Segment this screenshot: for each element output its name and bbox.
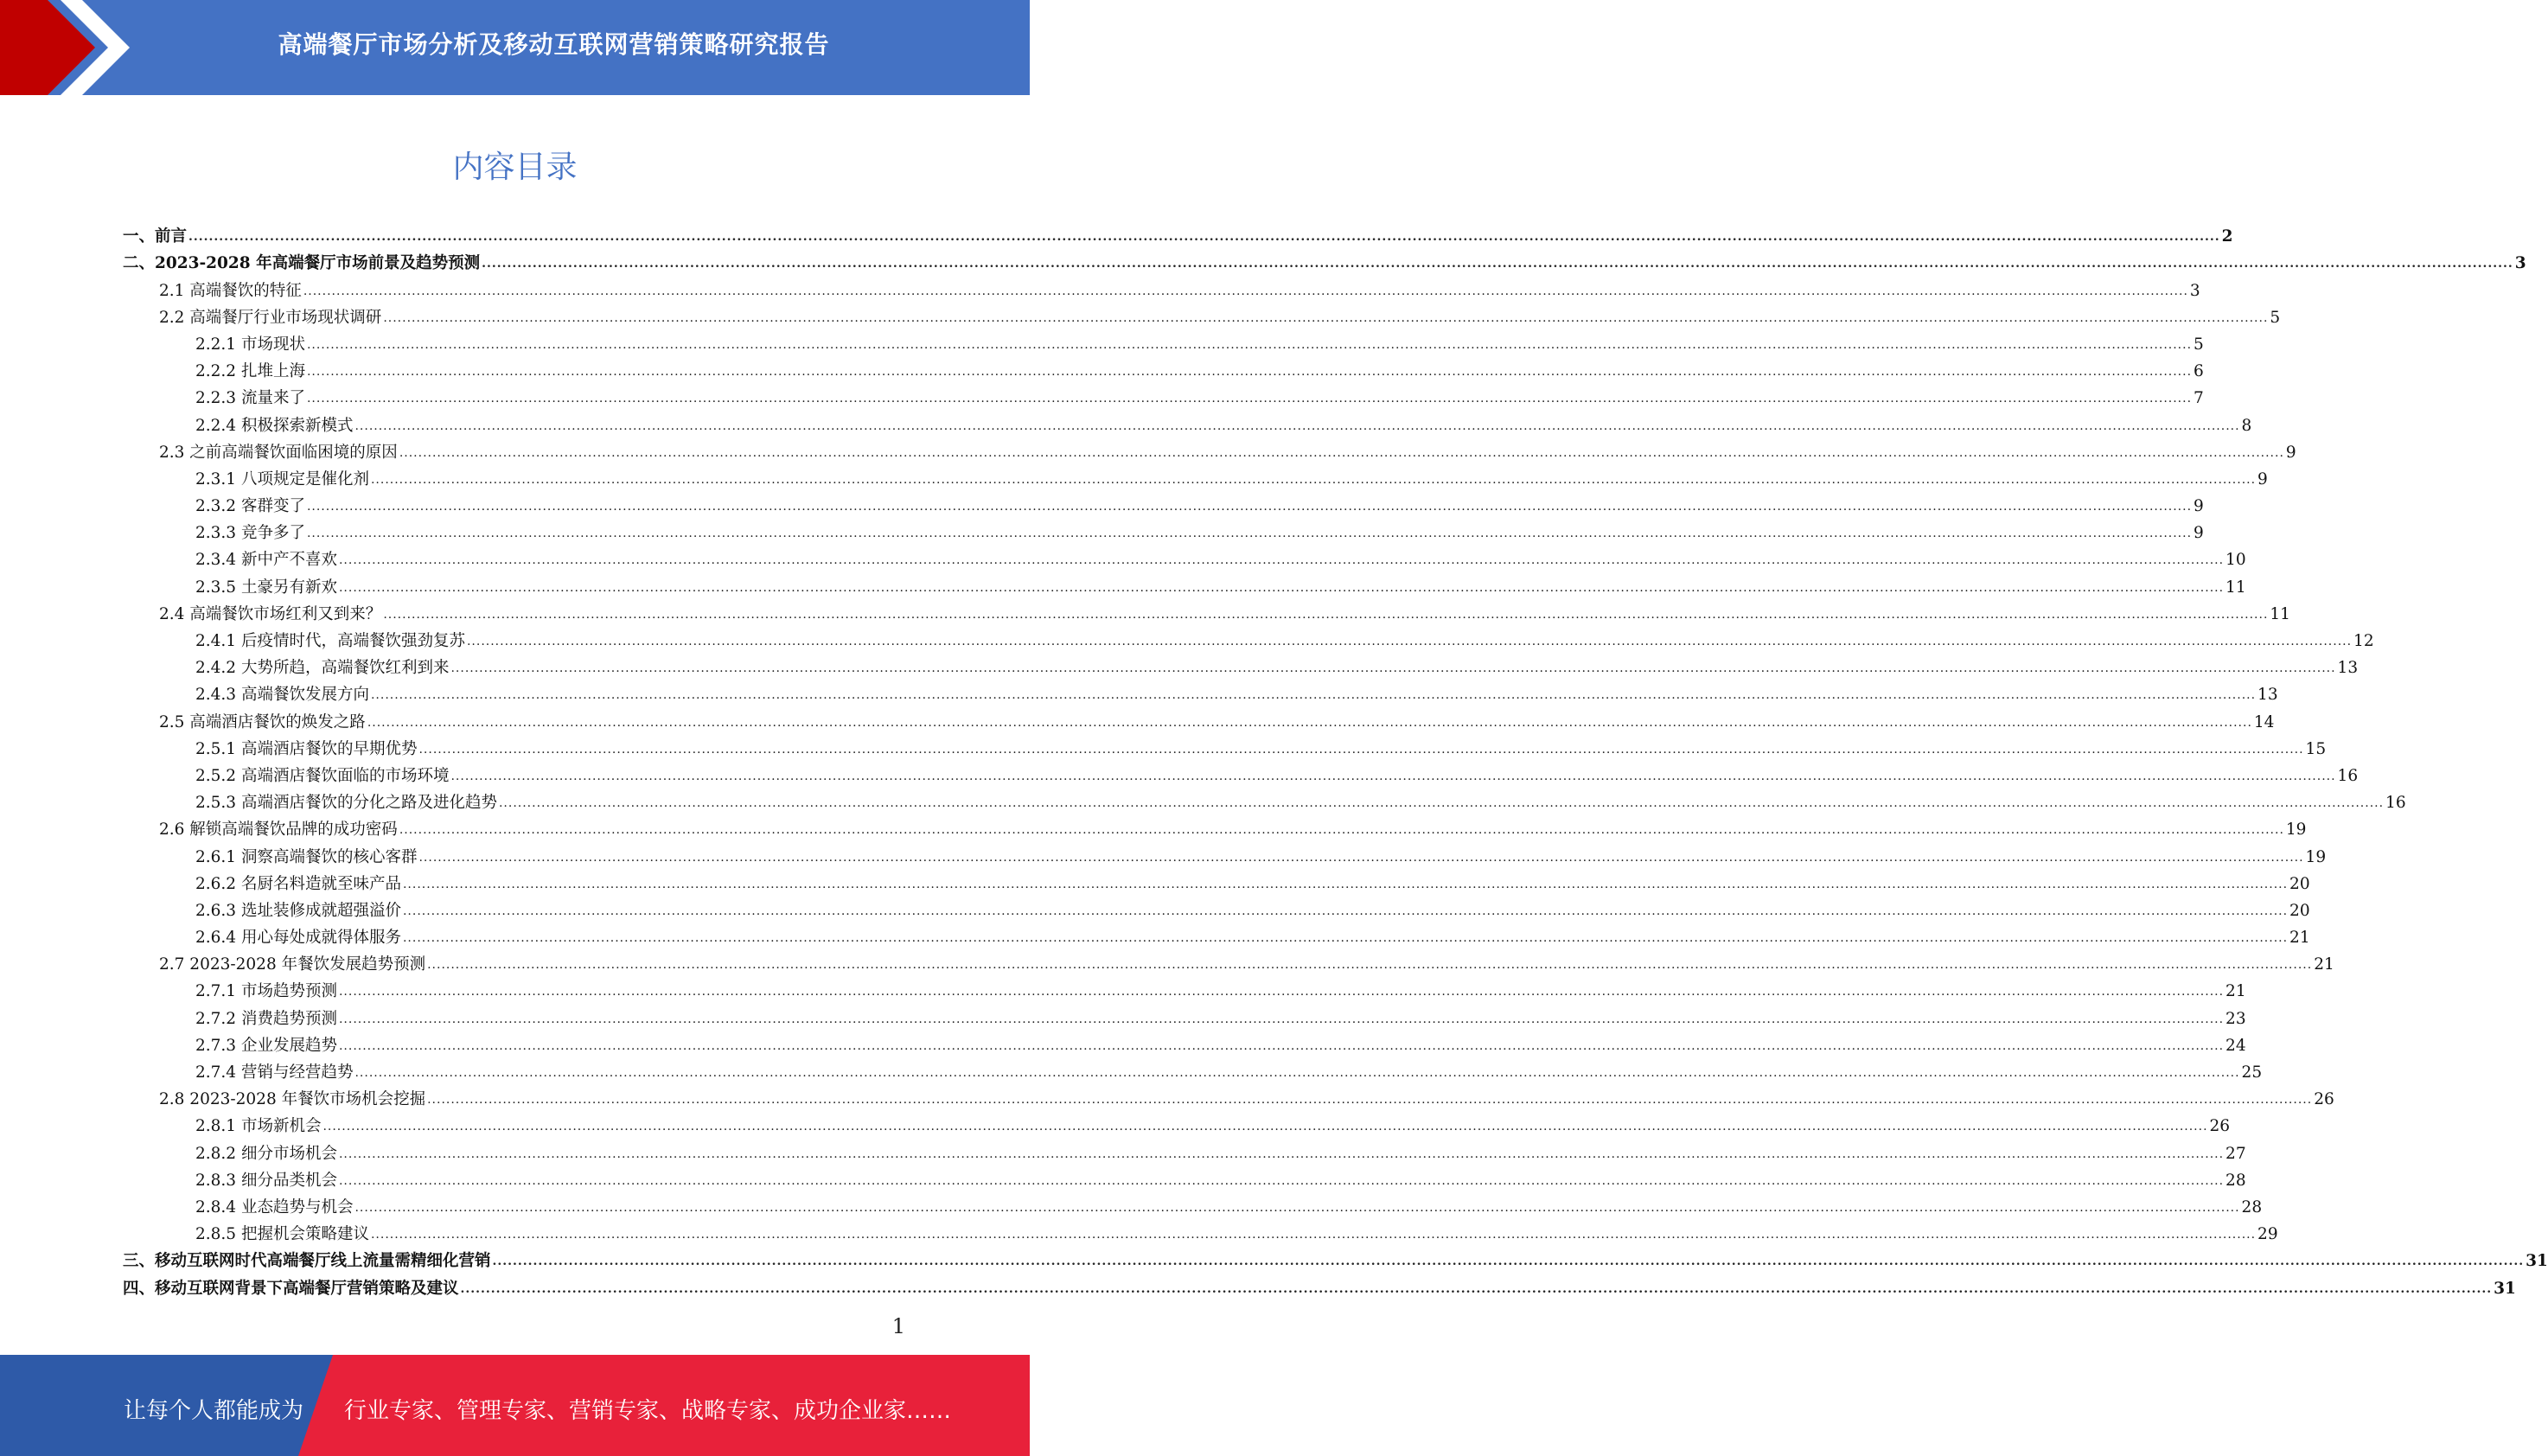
toc-entry-page: 21 bbox=[2226, 982, 2246, 1001]
toc-entry-label: 2.5.3 高端酒店餐饮的分化之路及进化趋势 bbox=[195, 794, 497, 813]
toc-entry-page: 6 bbox=[2194, 362, 2204, 381]
toc-entry-label: 2.3.5 土豪另有新欢 bbox=[195, 578, 337, 597]
toc-entry[interactable] bbox=[123, 1136, 2246, 1163]
toc-entry-label: 2.3.4 新中产不喜欢 bbox=[195, 551, 337, 570]
toc-entry-page: 11 bbox=[2270, 604, 2290, 623]
toc-entry-page: 14 bbox=[2253, 712, 2275, 731]
toc-leader-dots: ................................................................................................................................................................................................................................................................................................................................................................................................................ bbox=[338, 1038, 2225, 1053]
toc-entry[interactable] bbox=[123, 840, 2327, 866]
toc-entry[interactable] bbox=[123, 246, 2526, 273]
toc-entry-label: 2.6.2 名厨名料造就至味产品 bbox=[195, 874, 401, 893]
toc-leader-dots: ................................................................................................................................................................................................................................................................................................................................................................................................................ bbox=[303, 284, 2188, 298]
toc-entry-page: 19 bbox=[2285, 821, 2307, 840]
toc-entry-page: 16 bbox=[2337, 766, 2359, 785]
toc-leader-dots: ................................................................................................................................................................................................................................................................................................................................................................................................................ bbox=[383, 310, 2269, 325]
toc-entry-page: 3 bbox=[2514, 254, 2526, 273]
toc-entry-page: 21 bbox=[2314, 955, 2334, 974]
toc-entry[interactable] bbox=[123, 651, 2359, 678]
toc-entry-label: 2.4.3 高端餐饮发展方向 bbox=[195, 686, 369, 705]
toc-entry-label: 2.8.1 市场新机会 bbox=[195, 1117, 322, 1136]
page-header bbox=[0, 0, 1030, 95]
header-title: 高端餐厅市场分析及移动互联网营销策略研究报告 bbox=[278, 30, 830, 59]
toc-leader-dots: ................................................................................................................................................................................................................................................................................................................................................................................................................ bbox=[370, 688, 2257, 703]
toc-entry-page: 9 bbox=[2194, 524, 2204, 543]
toc-leader-dots: ................................................................................................................................................................................................................................................................................................................................................................................................................ bbox=[306, 527, 2193, 541]
toc-entry-label: 2.5.2 高端酒店餐饮面临的市场环境 bbox=[195, 766, 450, 785]
toc-entry[interactable] bbox=[123, 463, 2268, 489]
toc-entry-page: 23 bbox=[2226, 1009, 2246, 1028]
toc-entry-page: 13 bbox=[2337, 659, 2359, 678]
toc-entry-label: 一、前言 bbox=[123, 227, 188, 246]
toc-entry-label: 2.3.3 竞争多了 bbox=[195, 524, 305, 543]
toc-entry-page: 3 bbox=[2189, 281, 2200, 300]
toc-entry[interactable] bbox=[123, 516, 2204, 543]
toc-leader-dots: ................................................................................................................................................................................................................................................................................................................................................................................................................ bbox=[460, 1281, 2493, 1296]
toc-entry-label: 2.2.1 市场现状 bbox=[195, 335, 305, 354]
toc-entry-label: 2.7 2023-2028 年餐饮发展趋势预测 bbox=[159, 955, 426, 974]
toc-entry[interactable] bbox=[123, 354, 2204, 381]
toc-entry[interactable] bbox=[123, 921, 2310, 948]
toc-entry[interactable] bbox=[123, 867, 2310, 894]
toc-entry-label: 2.5.1 高端酒店餐饮的早期优势 bbox=[195, 739, 418, 758]
toc-entry-label: 2.4.2 大势所趋，高端餐饮红利到来 bbox=[195, 659, 450, 678]
toc-entry-page: 28 bbox=[2226, 1171, 2246, 1190]
toc-leader-dots: ................................................................................................................................................................................................................................................................................................................................................................................................................ bbox=[399, 823, 2284, 838]
toc-entry-page: 19 bbox=[2305, 847, 2327, 866]
toc-entry-page: 28 bbox=[2241, 1197, 2263, 1217]
toc-entry[interactable] bbox=[123, 813, 2307, 840]
toc-entry-label: 2.7.1 市场趋势预测 bbox=[195, 982, 337, 1001]
toc-entry[interactable] bbox=[123, 894, 2310, 921]
toc-leader-dots: ................................................................................................................................................................................................................................................................................................................................................................................................................ bbox=[322, 1120, 2208, 1134]
toc-entry-label: 2.8.2 细分市场机会 bbox=[195, 1144, 337, 1163]
toc-leader-dots: ................................................................................................................................................................................................................................................................................................................................................................................................................ bbox=[383, 607, 2269, 622]
toc-leader-dots: ................................................................................................................................................................................................................................................................................................................................................................................................................ bbox=[427, 1093, 2313, 1108]
toc-entry-page: 27 bbox=[2226, 1144, 2246, 1163]
toc-entry-label: 2.4 高端餐饮市场红利又到来？ bbox=[159, 604, 382, 623]
table-of-contents bbox=[123, 220, 2548, 1299]
toc-leader-dots: ................................................................................................................................................................................................................................................................................................................................................................................................................ bbox=[427, 958, 2313, 973]
toc-entry-label: 2.5 高端酒店餐饮的焕发之路 bbox=[159, 712, 366, 731]
toc-title: 内容目录 bbox=[452, 150, 578, 185]
toc-leader-dots: ................................................................................................................................................................................................................................................................................................................................................................................................................ bbox=[338, 1012, 2225, 1026]
toc-leader-dots: ................................................................................................................................................................................................................................................................................................................................................................................................................ bbox=[450, 769, 2336, 783]
footer-slogan-right: 行业专家、管理专家、营销专家、战略专家、成功企业家…… bbox=[344, 1398, 952, 1424]
toc-leader-dots: ................................................................................................................................................................................................................................................................................................................................................................................................................ bbox=[367, 715, 2252, 730]
toc-leader-dots: ................................................................................................................................................................................................................................................................................................................................................................................................................ bbox=[354, 418, 2240, 433]
toc-entry-label: 2.3.2 客群变了 bbox=[195, 497, 305, 516]
toc-leader-dots: ................................................................................................................................................................................................................................................................................................................................................................................................................ bbox=[188, 230, 2220, 245]
toc-entry-label: 2.7.2 消费趋势预测 bbox=[195, 1009, 337, 1028]
toc-leader-dots: ................................................................................................................................................................................................................................................................................................................................................................................................................ bbox=[338, 985, 2225, 999]
toc-entry-label: 三、移动互联网时代高端餐厅线上流量需精细化营销 bbox=[123, 1252, 491, 1271]
toc-leader-dots: ................................................................................................................................................................................................................................................................................................................................................................................................................ bbox=[306, 337, 2193, 352]
toc-entry-label: 四、移动互联网背景下高端餐厅营销策略及建议 bbox=[123, 1279, 459, 1298]
footer-slogan-left: 让每个人都能成为 bbox=[124, 1398, 304, 1424]
toc-entry-label: 2.6.4 用心每处成就得体服务 bbox=[195, 929, 401, 948]
toc-entry[interactable] bbox=[123, 678, 2278, 705]
toc-entry[interactable] bbox=[123, 786, 2406, 813]
toc-entry-page: 16 bbox=[2385, 794, 2406, 813]
toc-entry-page: 9 bbox=[2257, 469, 2268, 489]
page-number: 1 bbox=[891, 1314, 905, 1338]
toc-entry-page: 25 bbox=[2241, 1063, 2263, 1082]
toc-entry-page: 9 bbox=[2194, 497, 2204, 516]
toc-entry-page: 12 bbox=[2353, 632, 2374, 650]
toc-leader-dots: ................................................................................................................................................................................................................................................................................................................................................................................................................ bbox=[399, 445, 2284, 460]
toc-entry[interactable] bbox=[123, 1164, 2246, 1191]
toc-leader-dots: ................................................................................................................................................................................................................................................................................................................................................................................................................ bbox=[338, 1173, 2225, 1188]
toc-entry-page: 31 bbox=[2494, 1279, 2516, 1298]
toc-leader-dots: ................................................................................................................................................................................................................................................................................................................................................................................................................ bbox=[370, 1228, 2257, 1242]
toc-entry[interactable] bbox=[123, 328, 2204, 354]
toc-entry-page: 11 bbox=[2226, 578, 2246, 597]
toc-entry-label: 2.3.1 八项规定是催化剂 bbox=[195, 469, 369, 489]
toc-entry-page: 31 bbox=[2526, 1252, 2548, 1271]
toc-leader-dots: ................................................................................................................................................................................................................................................................................................................................................................................................................ bbox=[354, 1200, 2240, 1215]
toc-entry-page: 15 bbox=[2305, 739, 2327, 758]
toc-entry-label: 2.1 高端餐饮的特征 bbox=[159, 281, 302, 300]
toc-entry-page: 29 bbox=[2257, 1225, 2278, 1244]
toc-leader-dots: ................................................................................................................................................................................................................................................................................................................................................................................................................ bbox=[418, 850, 2304, 865]
toc-entry[interactable] bbox=[123, 624, 2374, 651]
toc-entry[interactable] bbox=[123, 1056, 2263, 1082]
toc-entry[interactable] bbox=[123, 570, 2246, 597]
toc-entry[interactable] bbox=[123, 543, 2246, 570]
toc-entry-label: 2.2.3 流量来了 bbox=[195, 389, 305, 408]
toc-entry-label: 2.2 高端餐厅行业市场现状调研 bbox=[159, 308, 382, 327]
toc-entry[interactable] bbox=[123, 705, 2275, 731]
toc-entry-label: 二、2023-2028 年高端餐厅市场前景及趋势预测 bbox=[123, 254, 481, 273]
toc-entry-label: 2.7.3 企业发展趋势 bbox=[195, 1036, 337, 1055]
toc-leader-dots: ................................................................................................................................................................................................................................................................................................................................................................................................................ bbox=[338, 553, 2225, 568]
toc-entry-label: 2.8.4 业态趋势与机会 bbox=[195, 1197, 354, 1217]
toc-entry[interactable] bbox=[123, 381, 2204, 408]
toc-entry[interactable] bbox=[123, 436, 2296, 463]
toc-entry-label: 2.6.1 洞察高端餐饮的核心客群 bbox=[195, 847, 418, 866]
toc-entry-label: 2.8.3 细分品类机会 bbox=[195, 1171, 337, 1190]
toc-leader-dots: ................................................................................................................................................................................................................................................................................................................................................................................................................ bbox=[354, 1066, 2240, 1080]
toc-leader-dots: ................................................................................................................................................................................................................................................................................................................................................................................................................ bbox=[306, 500, 2193, 514]
toc-entry[interactable] bbox=[123, 220, 2233, 246]
toc-entry[interactable] bbox=[123, 1029, 2246, 1056]
toc-entry[interactable] bbox=[123, 489, 2204, 516]
toc-entry-page: 13 bbox=[2257, 686, 2278, 705]
toc-entry-page: 10 bbox=[2226, 551, 2246, 570]
toc-entry[interactable] bbox=[123, 301, 2281, 328]
toc-entry[interactable] bbox=[123, 1191, 2263, 1217]
toc-entry-label: 2.8 2023-2028 年餐饮市场机会挖掘 bbox=[159, 1090, 426, 1109]
toc-entry-label: 2.2.2 扎堆上海 bbox=[195, 362, 305, 381]
toc-entry[interactable] bbox=[123, 597, 2290, 624]
toc-entry[interactable] bbox=[123, 1244, 2548, 1271]
page-footer bbox=[0, 1355, 1030, 1456]
toc-entry[interactable] bbox=[123, 1109, 2231, 1136]
toc-entry-page: 20 bbox=[2289, 874, 2310, 893]
toc-leader-dots: ................................................................................................................................................................................................................................................................................................................................................................................................................ bbox=[402, 877, 2289, 891]
toc-entry[interactable] bbox=[123, 732, 2327, 759]
toc-leader-dots: ................................................................................................................................................................................................................................................................................................................................................................................................................ bbox=[402, 931, 2289, 946]
toc-leader-dots: ................................................................................................................................................................................................................................................................................................................................................................................................................ bbox=[306, 392, 2193, 406]
toc-entry[interactable] bbox=[123, 1271, 2516, 1298]
toc-entry-label: 2.7.4 营销与经营趋势 bbox=[195, 1063, 354, 1082]
toc-entry[interactable] bbox=[123, 1217, 2278, 1244]
toc-entry-page: 24 bbox=[2226, 1036, 2246, 1055]
toc-entry[interactable] bbox=[123, 408, 2252, 435]
toc-entry-page: 9 bbox=[2285, 443, 2296, 462]
toc-leader-dots: ................................................................................................................................................................................................................................................................................................................................................................................................................ bbox=[492, 1255, 2525, 1269]
toc-entry-label: 2.4.1 后疫情时代，高端餐饮强劲复苏 bbox=[195, 632, 465, 650]
toc-entry[interactable] bbox=[123, 1001, 2246, 1028]
toc-entry[interactable] bbox=[123, 974, 2246, 1001]
toc-entry[interactable] bbox=[123, 273, 2200, 300]
toc-entry-label: 2.6.3 选址装修成就超强溢价 bbox=[195, 901, 401, 920]
toc-entry-page: 5 bbox=[2194, 335, 2204, 354]
toc-entry-page: 8 bbox=[2241, 416, 2252, 435]
toc-entry-page: 2 bbox=[2221, 227, 2233, 246]
toc-leader-dots: ................................................................................................................................................................................................................................................................................................................................................................................................................ bbox=[450, 661, 2336, 676]
toc-entry-label: 2.2.4 积极探索新模式 bbox=[195, 416, 354, 435]
toc-entry-page: 20 bbox=[2289, 901, 2310, 920]
toc-entry-page: 5 bbox=[2270, 308, 2281, 327]
toc-entry[interactable] bbox=[123, 948, 2334, 974]
toc-leader-dots: ................................................................................................................................................................................................................................................................................................................................................................................................................ bbox=[338, 1146, 2225, 1161]
toc-entry[interactable] bbox=[123, 759, 2359, 786]
toc-entry-page: 26 bbox=[2209, 1117, 2231, 1136]
toc-leader-dots: ................................................................................................................................................................................................................................................................................................................................................................................................................ bbox=[306, 365, 2193, 380]
toc-leader-dots: ................................................................................................................................................................................................................................................................................................................................................................................................................ bbox=[498, 796, 2385, 811]
toc-leader-dots: ................................................................................................................................................................................................................................................................................................................................................................................................................ bbox=[418, 742, 2304, 757]
toc-leader-dots: ................................................................................................................................................................................................................................................................................................................................................................................................................ bbox=[466, 635, 2353, 648]
toc-entry-page: 21 bbox=[2289, 929, 2310, 948]
toc-entry-label: 2.8.5 把握机会策略建议 bbox=[195, 1225, 369, 1244]
toc-entry-label: 2.6 解锁高端餐饮品牌的成功密码 bbox=[159, 821, 398, 840]
toc-entry-page: 26 bbox=[2314, 1090, 2334, 1109]
toc-leader-dots: ................................................................................................................................................................................................................................................................................................................................................................................................................ bbox=[338, 580, 2225, 595]
toc-leader-dots: ................................................................................................................................................................................................................................................................................................................................................................................................................ bbox=[370, 472, 2257, 487]
header-arrow-decoration bbox=[0, 0, 138, 95]
toc-leader-dots: ................................................................................................................................................................................................................................................................................................................................................................................................................ bbox=[402, 904, 2289, 918]
toc-leader-dots: ................................................................................................................................................................................................................................................................................................................................................................................................................ bbox=[482, 257, 2513, 271]
toc-entry[interactable] bbox=[123, 1082, 2334, 1109]
toc-entry-page: 7 bbox=[2194, 389, 2204, 408]
toc-entry-label: 2.3 之前高端餐饮面临困境的原因 bbox=[159, 443, 398, 462]
